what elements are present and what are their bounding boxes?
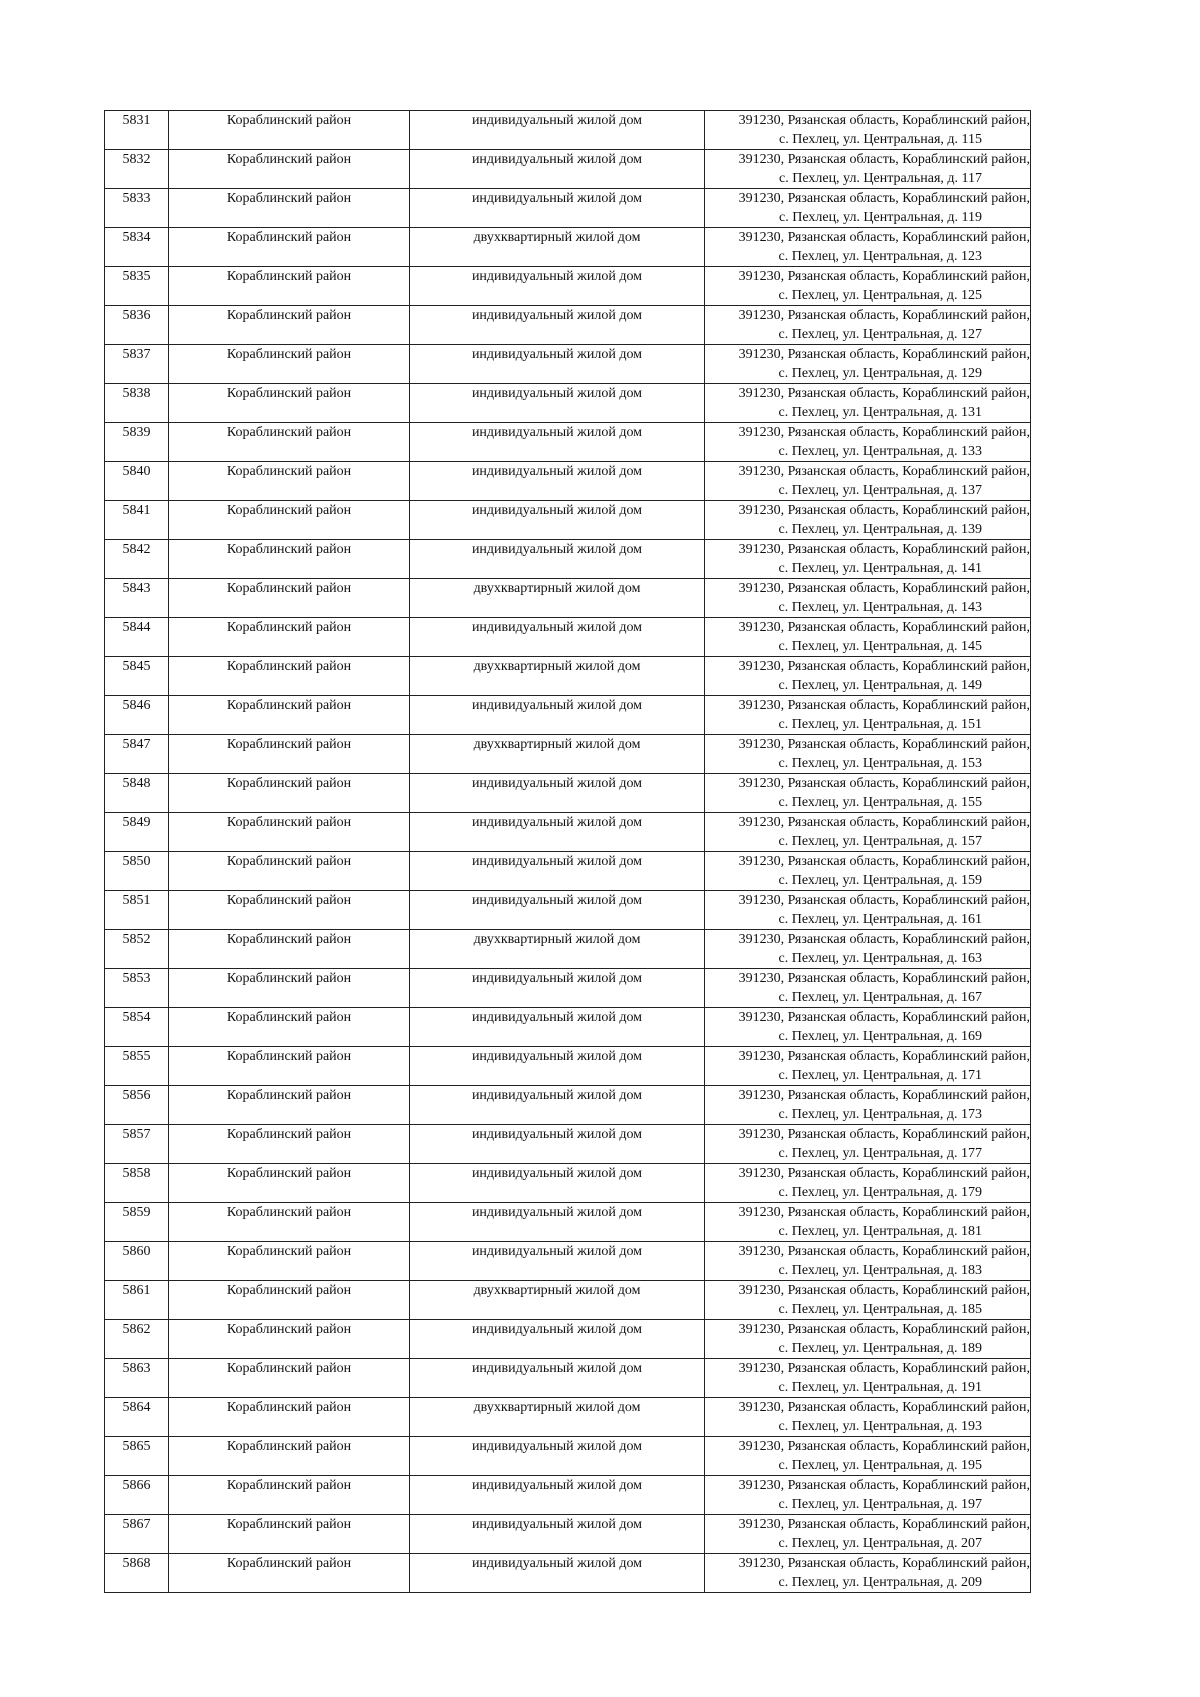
row-number-cell: 5855 — [105, 1047, 169, 1086]
table-row — [105, 1359, 1031, 1398]
address-line-1: 391230, Рязанская область, Кораблинский район, — [738, 1517, 1030, 1532]
district-cell: Кораблинский район — [169, 1203, 410, 1242]
address-line-2: с. Пехлец, ул. Центральная, д. 193 — [778, 1419, 982, 1434]
address-line-2: с. Пехлец, ул. Центральная, д. 181 — [778, 1224, 982, 1239]
table-row — [105, 228, 1031, 267]
address-cell — [705, 345, 1031, 384]
table-row — [105, 579, 1031, 618]
building-type-cell: индивидуальный жилой дом — [410, 345, 705, 384]
address-cell — [705, 852, 1031, 891]
building-type-cell: двухквартирный жилой дом — [410, 579, 705, 618]
registry-table — [104, 110, 1031, 1593]
district-cell: Кораблинский район — [169, 1320, 410, 1359]
building-type-cell: индивидуальный жилой дом — [410, 1515, 705, 1554]
district-cell: Кораблинский район — [169, 774, 410, 813]
building-type-cell: индивидуальный жилой дом — [410, 111, 705, 150]
address-line-2: с. Пехлец, ул. Центральная, д. 123 — [778, 249, 982, 264]
address-line-2: с. Пехлец, ул. Центральная, д. 179 — [778, 1185, 982, 1200]
address-line-2: с. Пехлец, ул. Центральная, д. 125 — [778, 288, 982, 303]
table-row — [105, 267, 1031, 306]
address-line-1: 391230, Рязанская область, Кораблинский район, — [738, 113, 1030, 128]
address-line-1: 391230, Рязанская область, Кораблинский район, — [738, 1322, 1030, 1337]
table-row — [105, 111, 1031, 150]
address-line-2: с. Пехлец, ул. Центральная, д. 145 — [778, 639, 982, 654]
building-type-cell: двухквартирный жилой дом — [410, 657, 705, 696]
row-number-cell: 5850 — [105, 852, 169, 891]
table-row — [105, 1047, 1031, 1086]
row-number-cell: 5843 — [105, 579, 169, 618]
table-row — [105, 540, 1031, 579]
address-line-1: 391230, Рязанская область, Кораблинский район, — [738, 854, 1030, 869]
table-row — [105, 1515, 1031, 1554]
address-cell — [705, 1047, 1031, 1086]
address-line-2: с. Пехлец, ул. Центральная, д. 189 — [778, 1341, 982, 1356]
address-cell — [705, 969, 1031, 1008]
row-number-cell: 5842 — [105, 540, 169, 579]
address-line-2: с. Пехлец, ул. Центральная, д. 157 — [778, 834, 982, 849]
address-line-2: с. Пехлец, ул. Центральная, д. 177 — [778, 1146, 982, 1161]
address-line-1: 391230, Рязанская область, Кораблинский район, — [738, 1556, 1030, 1571]
district-cell: Кораблинский район — [169, 267, 410, 306]
table-row — [105, 1281, 1031, 1320]
address-cell — [705, 1203, 1031, 1242]
table-row — [105, 1554, 1031, 1593]
address-cell — [705, 1515, 1031, 1554]
building-type-cell: индивидуальный жилой дом — [410, 1164, 705, 1203]
address-line-2: с. Пехлец, ул. Центральная, д. 155 — [778, 795, 982, 810]
address-cell — [705, 1242, 1031, 1281]
row-number-cell: 5836 — [105, 306, 169, 345]
building-type-cell: индивидуальный жилой дом — [410, 384, 705, 423]
building-type-cell: индивидуальный жилой дом — [410, 1320, 705, 1359]
building-type-cell: индивидуальный жилой дом — [410, 1554, 705, 1593]
address-line-2: с. Пехлец, ул. Центральная, д. 197 — [778, 1497, 982, 1512]
address-cell — [705, 579, 1031, 618]
address-cell — [705, 1437, 1031, 1476]
building-type-cell: индивидуальный жилой дом — [410, 150, 705, 189]
row-number-cell: 5847 — [105, 735, 169, 774]
table-row — [105, 1203, 1031, 1242]
table-row — [105, 1008, 1031, 1047]
address-line-1: 391230, Рязанская область, Кораблинский район, — [738, 1166, 1030, 1181]
district-cell: Кораблинский район — [169, 1359, 410, 1398]
address-line-1: 391230, Рязанская область, Кораблинский район, — [738, 932, 1030, 947]
address-cell — [705, 462, 1031, 501]
district-cell: Кораблинский район — [169, 618, 410, 657]
district-cell: Кораблинский район — [169, 735, 410, 774]
row-number-cell: 5858 — [105, 1164, 169, 1203]
table-row — [105, 657, 1031, 696]
building-type-cell: индивидуальный жилой дом — [410, 1359, 705, 1398]
building-type-cell: индивидуальный жилой дом — [410, 540, 705, 579]
row-number-cell: 5837 — [105, 345, 169, 384]
row-number-cell: 5867 — [105, 1515, 169, 1554]
address-line-1: 391230, Рязанская область, Кораблинский район, — [738, 152, 1030, 167]
district-cell: Кораблинский район — [169, 813, 410, 852]
district-cell: Кораблинский район — [169, 228, 410, 267]
address-cell — [705, 1359, 1031, 1398]
district-cell: Кораблинский район — [169, 1476, 410, 1515]
row-number-cell: 5853 — [105, 969, 169, 1008]
address-line-2: с. Пехлец, ул. Центральная, д. 149 — [778, 678, 982, 693]
row-number-cell: 5846 — [105, 696, 169, 735]
row-number-cell: 5857 — [105, 1125, 169, 1164]
address-line-1: 391230, Рязанская область, Кораблинский район, — [738, 1205, 1030, 1220]
address-line-1: 391230, Рязанская область, Кораблинский район, — [738, 230, 1030, 245]
district-cell: Кораблинский район — [169, 969, 410, 1008]
district-cell: Кораблинский район — [169, 345, 410, 384]
building-type-cell: индивидуальный жилой дом — [410, 891, 705, 930]
district-cell: Кораблинский район — [169, 696, 410, 735]
district-cell: Кораблинский район — [169, 1242, 410, 1281]
address-line-1: 391230, Рязанская область, Кораблинский район, — [738, 1049, 1030, 1064]
district-cell: Кораблинский район — [169, 111, 410, 150]
building-type-cell: индивидуальный жилой дом — [410, 969, 705, 1008]
address-line-2: с. Пехлец, ул. Центральная, д. 115 — [779, 132, 982, 147]
address-line-2: с. Пехлец, ул. Центральная, д. 153 — [778, 756, 982, 771]
address-cell — [705, 501, 1031, 540]
row-number-cell: 5856 — [105, 1086, 169, 1125]
table-row — [105, 735, 1031, 774]
building-type-cell: индивидуальный жилой дом — [410, 189, 705, 228]
address-line-2: с. Пехлец, ул. Центральная, д. 159 — [778, 873, 982, 888]
address-line-1: 391230, Рязанская область, Кораблинский район, — [738, 1010, 1030, 1025]
address-line-1: 391230, Рязанская область, Кораблинский район, — [738, 1361, 1030, 1376]
district-cell: Кораблинский район — [169, 1281, 410, 1320]
address-line-2: с. Пехлец, ул. Центральная, д. 139 — [778, 522, 982, 537]
table-row — [105, 618, 1031, 657]
address-cell — [705, 1086, 1031, 1125]
address-cell — [705, 1320, 1031, 1359]
address-cell — [705, 150, 1031, 189]
address-line-2: с. Пехлец, ул. Центральная, д. 151 — [778, 717, 982, 732]
building-type-cell: индивидуальный жилой дом — [410, 618, 705, 657]
building-type-cell: индивидуальный жилой дом — [410, 1242, 705, 1281]
address-line-2: с. Пехлец, ул. Центральная, д. 143 — [778, 600, 982, 615]
address-line-2: с. Пехлец, ул. Центральная, д. 185 — [778, 1302, 982, 1317]
building-type-cell: индивидуальный жилой дом — [410, 306, 705, 345]
registry-table-body — [105, 111, 1031, 1593]
district-cell: Кораблинский район — [169, 657, 410, 696]
address-line-1: 391230, Рязанская область, Кораблинский район, — [738, 503, 1030, 518]
address-line-2: с. Пехлец, ул. Центральная, д. 163 — [778, 951, 982, 966]
table-row — [105, 1086, 1031, 1125]
district-cell: Кораблинский район — [169, 1437, 410, 1476]
address-line-2: с. Пехлец, ул. Центральная, д. 127 — [778, 327, 982, 342]
address-line-2: с. Пехлец, ул. Центральная, д. 171 — [778, 1068, 982, 1083]
table-row — [105, 306, 1031, 345]
row-number-cell: 5866 — [105, 1476, 169, 1515]
building-type-cell: двухквартирный жилой дом — [410, 930, 705, 969]
address-line-1: 391230, Рязанская область, Кораблинский район, — [738, 776, 1030, 791]
building-type-cell: индивидуальный жилой дом — [410, 1008, 705, 1047]
table-row — [105, 423, 1031, 462]
table-row — [105, 462, 1031, 501]
row-number-cell: 5861 — [105, 1281, 169, 1320]
address-line-2: с. Пехлец, ул. Центральная, д. 137 — [778, 483, 982, 498]
building-type-cell: индивидуальный жилой дом — [410, 423, 705, 462]
row-number-cell: 5838 — [105, 384, 169, 423]
address-line-2: с. Пехлец, ул. Центральная, д. 183 — [778, 1263, 982, 1278]
building-type-cell: двухквартирный жилой дом — [410, 735, 705, 774]
address-cell — [705, 1281, 1031, 1320]
address-line-1: 391230, Рязанская область, Кораблинский район, — [738, 269, 1030, 284]
address-line-1: 391230, Рязанская область, Кораблинский район, — [738, 620, 1030, 635]
building-type-cell: индивидуальный жилой дом — [410, 696, 705, 735]
table-row — [105, 930, 1031, 969]
row-number-cell: 5864 — [105, 1398, 169, 1437]
building-type-cell: индивидуальный жилой дом — [410, 774, 705, 813]
row-number-cell: 5840 — [105, 462, 169, 501]
address-line-2: с. Пехлец, ул. Центральная, д. 173 — [778, 1107, 982, 1122]
district-cell: Кораблинский район — [169, 150, 410, 189]
row-number-cell: 5833 — [105, 189, 169, 228]
address-line-1: 391230, Рязанская область, Кораблинский район, — [738, 1244, 1030, 1259]
address-line-2: с. Пехлец, ул. Центральная, д. 141 — [778, 561, 982, 576]
table-row — [105, 189, 1031, 228]
building-type-cell: индивидуальный жилой дом — [410, 813, 705, 852]
address-line-1: 391230, Рязанская область, Кораблинский район, — [738, 1478, 1030, 1493]
row-number-cell: 5839 — [105, 423, 169, 462]
address-line-1: 391230, Рязанская область, Кораблинский район, — [738, 308, 1030, 323]
table-row — [105, 774, 1031, 813]
row-number-cell: 5859 — [105, 1203, 169, 1242]
address-cell — [705, 1398, 1031, 1437]
building-type-cell: двухквартирный жилой дом — [410, 1281, 705, 1320]
row-number-cell: 5834 — [105, 228, 169, 267]
address-line-1: 391230, Рязанская область, Кораблинский район, — [738, 1439, 1030, 1454]
address-cell — [705, 228, 1031, 267]
row-number-cell: 5854 — [105, 1008, 169, 1047]
row-number-cell: 5841 — [105, 501, 169, 540]
address-line-1: 391230, Рязанская область, Кораблинский район, — [738, 893, 1030, 908]
building-type-cell: индивидуальный жилой дом — [410, 1203, 705, 1242]
row-number-cell: 5832 — [105, 150, 169, 189]
building-type-cell: индивидуальный жилой дом — [410, 462, 705, 501]
row-number-cell: 5862 — [105, 1320, 169, 1359]
address-cell — [705, 696, 1031, 735]
building-type-cell: индивидуальный жилой дом — [410, 1047, 705, 1086]
building-type-cell: двухквартирный жилой дом — [410, 228, 705, 267]
row-number-cell: 5852 — [105, 930, 169, 969]
address-cell — [705, 657, 1031, 696]
address-line-1: 391230, Рязанская область, Кораблинский район, — [738, 1283, 1030, 1298]
building-type-cell: двухквартирный жилой дом — [410, 1398, 705, 1437]
row-number-cell: 5863 — [105, 1359, 169, 1398]
building-type-cell: индивидуальный жилой дом — [410, 852, 705, 891]
row-number-cell: 5865 — [105, 1437, 169, 1476]
address-cell — [705, 189, 1031, 228]
table-row — [105, 1398, 1031, 1437]
address-line-1: 391230, Рязанская область, Кораблинский район, — [738, 581, 1030, 596]
address-cell — [705, 111, 1031, 150]
district-cell: Кораблинский район — [169, 1554, 410, 1593]
address-cell — [705, 774, 1031, 813]
address-line-2: с. Пехлец, ул. Центральная, д. 207 — [778, 1536, 982, 1551]
table-row — [105, 969, 1031, 1008]
address-line-2: с. Пехлец, ул. Центральная, д. 209 — [778, 1575, 982, 1590]
district-cell: Кораблинский район — [169, 540, 410, 579]
address-line-1: 391230, Рязанская область, Кораблинский район, — [738, 971, 1030, 986]
address-line-2: с. Пехлец, ул. Центральная, д. 131 — [778, 405, 982, 420]
table-row — [105, 1437, 1031, 1476]
address-line-1: 391230, Рязанская область, Кораблинский район, — [738, 659, 1030, 674]
address-line-2: с. Пехлец, ул. Центральная, д. 119 — [779, 210, 982, 225]
row-number-cell: 5849 — [105, 813, 169, 852]
table-row — [105, 345, 1031, 384]
row-number-cell: 5860 — [105, 1242, 169, 1281]
table-row — [105, 1242, 1031, 1281]
address-cell — [705, 1164, 1031, 1203]
address-line-1: 391230, Рязанская область, Кораблинский район, — [738, 815, 1030, 830]
address-line-2: с. Пехлец, ул. Центральная, д. 195 — [778, 1458, 982, 1473]
building-type-cell: индивидуальный жилой дом — [410, 1437, 705, 1476]
address-cell — [705, 891, 1031, 930]
address-line-1: 391230, Рязанская область, Кораблинский район, — [738, 698, 1030, 713]
address-cell — [705, 813, 1031, 852]
address-line-1: 391230, Рязанская область, Кораблинский район, — [738, 1127, 1030, 1142]
building-type-cell: индивидуальный жилой дом — [410, 267, 705, 306]
address-cell — [705, 540, 1031, 579]
address-line-1: 391230, Рязанская область, Кораблинский район, — [738, 542, 1030, 557]
row-number-cell: 5835 — [105, 267, 169, 306]
table-row — [105, 501, 1031, 540]
table-row — [105, 1125, 1031, 1164]
address-line-1: 391230, Рязанская область, Кораблинский район, — [738, 1400, 1030, 1415]
district-cell: Кораблинский район — [169, 579, 410, 618]
district-cell: Кораблинский район — [169, 189, 410, 228]
building-type-cell: индивидуальный жилой дом — [410, 1086, 705, 1125]
district-cell: Кораблинский район — [169, 1125, 410, 1164]
address-cell — [705, 618, 1031, 657]
district-cell: Кораблинский район — [169, 1086, 410, 1125]
table-row — [105, 696, 1031, 735]
address-line-1: 391230, Рязанская область, Кораблинский район, — [738, 191, 1030, 206]
table-row — [105, 1164, 1031, 1203]
district-cell: Кораблинский район — [169, 930, 410, 969]
address-line-2: с. Пехлец, ул. Центральная, д. 169 — [778, 1029, 982, 1044]
address-cell — [705, 1125, 1031, 1164]
address-line-1: 391230, Рязанская область, Кораблинский район, — [738, 737, 1030, 752]
district-cell: Кораблинский район — [169, 423, 410, 462]
district-cell: Кораблинский район — [169, 1164, 410, 1203]
table-row — [105, 1476, 1031, 1515]
table-row — [105, 1320, 1031, 1359]
table-row — [105, 813, 1031, 852]
district-cell: Кораблинский район — [169, 306, 410, 345]
table-row — [105, 150, 1031, 189]
district-cell: Кораблинский район — [169, 1398, 410, 1437]
address-cell — [705, 384, 1031, 423]
table-row — [105, 852, 1031, 891]
building-type-cell: индивидуальный жилой дом — [410, 1476, 705, 1515]
district-cell: Кораблинский район — [169, 462, 410, 501]
address-line-2: с. Пехлец, ул. Центральная, д. 117 — [779, 171, 982, 186]
address-line-2: с. Пехлец, ул. Центральная, д. 129 — [778, 366, 982, 381]
address-cell — [705, 1554, 1031, 1593]
row-number-cell: 5831 — [105, 111, 169, 150]
address-line-1: 391230, Рязанская область, Кораблинский район, — [738, 1088, 1030, 1103]
address-line-1: 391230, Рязанская область, Кораблинский район, — [738, 464, 1030, 479]
district-cell: Кораблинский район — [169, 501, 410, 540]
address-line-1: 391230, Рязанская область, Кораблинский район, — [738, 386, 1030, 401]
table-row — [105, 384, 1031, 423]
address-cell — [705, 306, 1031, 345]
row-number-cell: 5845 — [105, 657, 169, 696]
row-number-cell: 5851 — [105, 891, 169, 930]
row-number-cell: 5848 — [105, 774, 169, 813]
address-cell — [705, 1476, 1031, 1515]
district-cell: Кораблинский район — [169, 1047, 410, 1086]
address-cell — [705, 930, 1031, 969]
address-line-1: 391230, Рязанская область, Кораблинский район, — [738, 425, 1030, 440]
address-line-2: с. Пехлец, ул. Центральная, д. 133 — [778, 444, 982, 459]
building-type-cell: индивидуальный жилой дом — [410, 1125, 705, 1164]
building-type-cell: индивидуальный жилой дом — [410, 501, 705, 540]
address-line-1: 391230, Рязанская область, Кораблинский район, — [738, 347, 1030, 362]
address-cell — [705, 423, 1031, 462]
address-line-2: с. Пехлец, ул. Центральная, д. 191 — [778, 1380, 982, 1395]
district-cell: Кораблинский район — [169, 1515, 410, 1554]
district-cell: Кораблинский район — [169, 384, 410, 423]
address-cell — [705, 1008, 1031, 1047]
row-number-cell: 5868 — [105, 1554, 169, 1593]
table-row — [105, 891, 1031, 930]
district-cell: Кораблинский район — [169, 891, 410, 930]
address-cell — [705, 735, 1031, 774]
address-line-2: с. Пехлец, ул. Центральная, д. 161 — [778, 912, 982, 927]
district-cell: Кораблинский район — [169, 1008, 410, 1047]
row-number-cell: 5844 — [105, 618, 169, 657]
address-cell — [705, 267, 1031, 306]
address-line-2: с. Пехлец, ул. Центральная, д. 167 — [778, 990, 982, 1005]
district-cell: Кораблинский район — [169, 852, 410, 891]
